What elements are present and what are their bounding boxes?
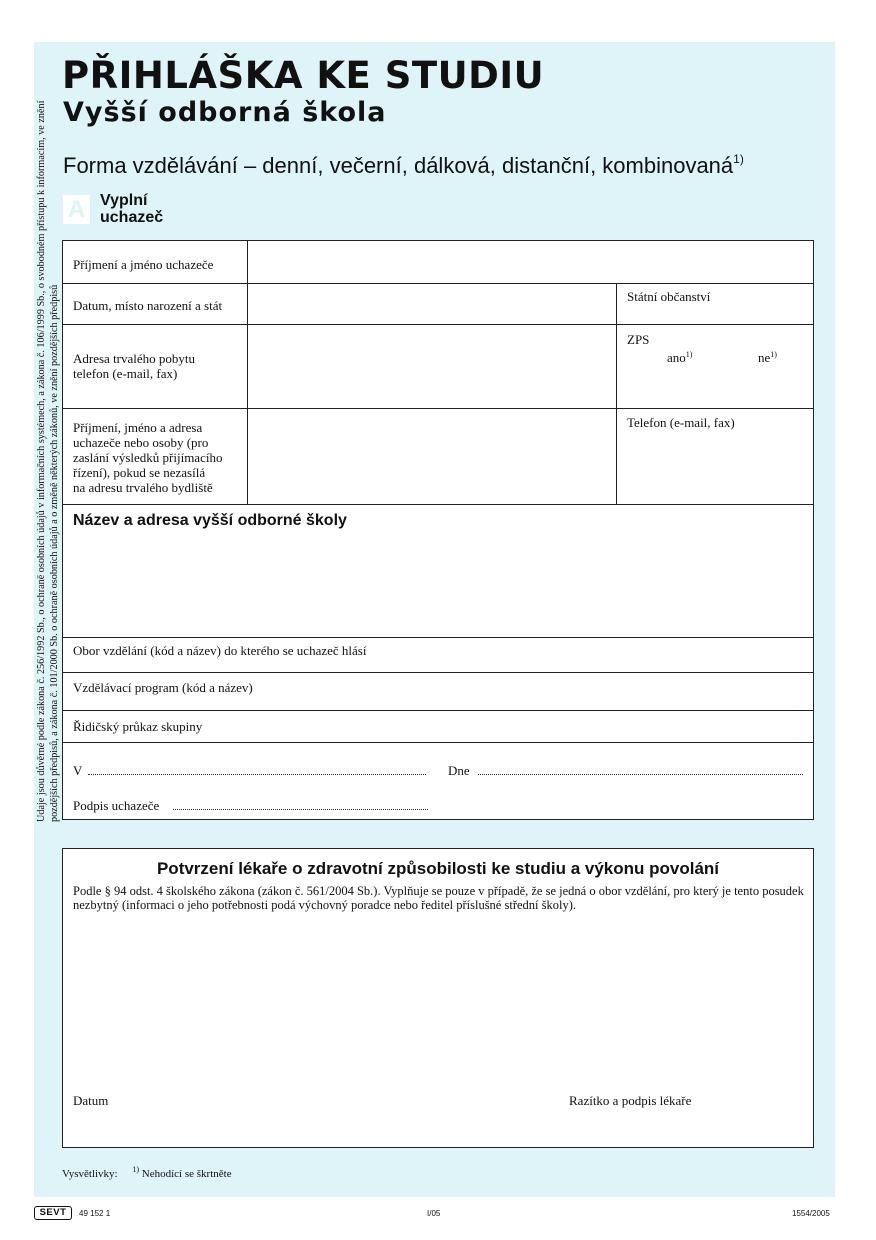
school-field[interactable] [64,535,812,636]
medical-field[interactable] [64,919,812,1089]
applicant-form [62,240,814,820]
row-divider [63,672,813,673]
medical-date-label: Datum [73,1093,109,1108]
contact-label-line-3: zaslání výsledků přijímacího [73,450,223,465]
zps-yes-text: ano [667,350,686,365]
legal-note-line-2: pozdějších předpisů, a zákona č. 101/2000 Sb. o ochraně osobních údajů a o změně některých zákonů, ve znění pozdějších předpisů [48,284,60,822]
form-title: PŘIHLÁŠKA KE STUDIU [62,54,545,97]
signature-label: Podpis uchazeče [73,798,160,813]
signature-field[interactable] [173,800,428,810]
zps-yes-option[interactable] [667,347,692,365]
address-label-line-1: Adresa trvalého pobytu [73,351,196,366]
zps-label: ZPS [627,332,650,347]
school-label: Název a adresa vyšší odborné školy [73,512,347,529]
name-label: Příjmení a jméno uchazeče [73,257,214,272]
sevt-logo: SEVT [34,1206,72,1220]
footer-number: 1554/2005 [792,1209,830,1218]
footer-code: 49 152 1 [79,1209,111,1218]
row-divider [63,324,813,325]
address-label [73,351,195,381]
footnote-label: Vysvětlivky: [62,1168,118,1180]
zps-no-text: ne [758,350,771,365]
medical-title: Potvrzení lékaře o zdravotní způsobilosti ke studiu a výkonu povolání [156,859,720,878]
footnote [62,1163,232,1181]
row-divider [63,504,813,505]
footnote-mark: 1) [132,1165,140,1174]
zps-no-option[interactable] [758,347,777,365]
contact-label-line-4: řízení), pokud se nezasílá [73,465,206,480]
medical-certificate [62,848,814,1148]
education-form-footnote-mark: 1) [733,152,744,166]
date-label: Dne [448,763,470,778]
medical-text: Podle § 94 odst. 4 školského zákona (zákon č. 561/2004 Sb.). Vyplňuje se pouze v případě, že se jedná o obor vzdělání, pro který je tento posudek nezbytný (informaci o jeho potřebnosti podá výchovný poradce nebo ředitel příslušné střední školy). [73,884,804,912]
contact-field[interactable] [249,410,615,503]
citizenship-label: Státní občanství [627,289,711,304]
legal-note-line-1: Údaje jsou důvěrné podle zákona č. 256/1992 Sb., o ochraně osobních údajů v informačních systémech, a zákona č. 106/1999 Sb., o svobodném přístupu k informacím, ve znění [36,100,47,822]
row-divider [63,742,813,743]
field-of-study-label: Obor vzdělání (kód a název) do kterého se uchazeč hlásí [73,643,367,658]
medical-stamp-label: Razítko a podpis lékaře [569,1093,692,1108]
address-label-line-2: telefon (e-mail, fax) [73,366,178,381]
contact-label-line-1: Příjmení, jméno a adresa [73,420,203,435]
row-divider [63,408,813,409]
row-divider [63,283,813,284]
row-divider [63,637,813,638]
zps-yes-footnote-mark: 1) [685,350,693,359]
birth-field[interactable] [249,285,615,323]
row-divider [63,710,813,711]
zps-no-footnote-mark: 1) [770,350,777,359]
column-divider [247,241,248,505]
contact-label-line-2: uchazeče nebo osoby (pro [73,435,209,450]
citizenship-field[interactable] [618,305,812,323]
contact-label-line-5: na adresu trvalého bydliště [73,480,213,495]
name-field[interactable] [249,242,812,282]
section-a-label [100,192,163,226]
footer-edition: I/05 [427,1209,441,1218]
column-divider [616,283,617,505]
legal-side-note [36,42,64,822]
birth-label: Datum, místo narození a stát [73,298,223,313]
section-a-badge: A [63,195,90,224]
education-form-text: Forma vzdělávání – denní, večerní, dálková, distanční, kombinovaná [63,153,734,178]
license-label: Řidičský průkaz skupiny [73,719,203,734]
date-field[interactable] [478,765,803,775]
form-subtitle: Vyšší odborná škola [63,97,387,128]
footnote-text: Nehodící se škrtněte [141,1168,232,1180]
phone-field[interactable] [618,433,812,503]
education-form-line [63,144,744,181]
section-a-label-line-1: Vyplní [100,192,148,209]
program-label: Vzdělávací program (kód a název) [73,680,253,695]
address-field[interactable] [249,326,615,407]
place-label: V [73,763,83,778]
place-field[interactable] [88,765,426,775]
phone-label: Telefon (e-mail, fax) [627,415,735,430]
contact-label [73,420,222,495]
section-a-label-line-2: uchazeč [100,209,164,226]
